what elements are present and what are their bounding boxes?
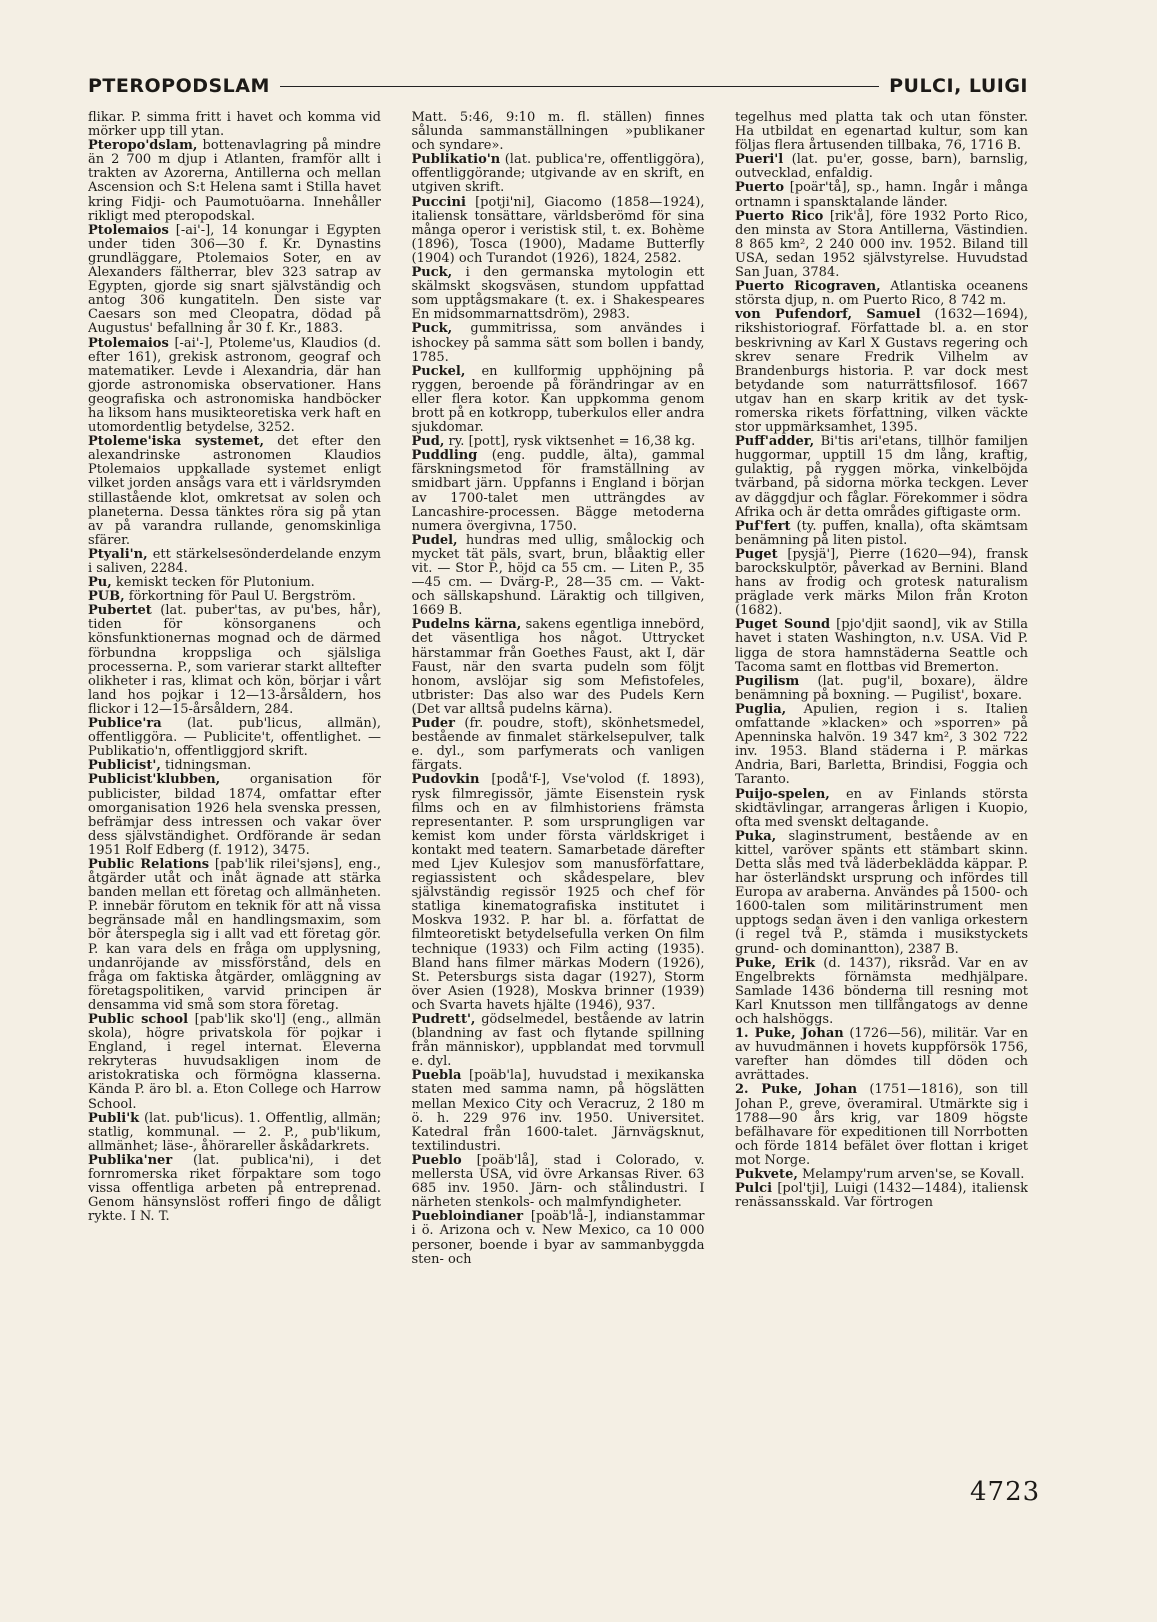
entry-body: [pab'lik sko'l] (eng., allmän skola), högre privatskola för pojkar i England, i regel internat. Eleverna rekryteras huvudsakligen inom de aristokratiska och förmögna klasserna. Kända P. äro bl. a. Eton College och Harrow School. bbox=[88, 1012, 381, 1112]
entry-headword: Puff'adder, bbox=[735, 434, 815, 450]
entry-body: (lat. publica'ni), i det fornromerska riket förpaktare som togo vissa offentliga arbeten på entreprenad. Genom hänsynslöst rofferi fingo de dåligt rykte. I N. T. bbox=[88, 1152, 381, 1225]
entry-headword: Puckel, bbox=[411, 363, 466, 379]
entry-body: (lat. puber'tas, av pu'bes, hår), tiden för könsorganens och könsfunktionernas mognad och de därmed förbundna kroppsliga och själsliga processerna. P., som varierar starkt alltefter olikheter i ras, klimat och kön, börjar i vårt land hos pojkar i 12—13-årsåldern, hos flickor i 12—15-årsåldern, 284. bbox=[88, 603, 381, 717]
entry-body: en kullformig upphöjning på ryggen, beroende på förändringar av en eller flera kotor. Kan uppkomma genom brott på en kotkropp, tuberkulos eller andra sjukdomar. bbox=[411, 363, 705, 436]
entry-headword: Pudrett', bbox=[411, 1012, 476, 1027]
entry-body: i den germanska mytologin ett skälmskt skogsväsen, stundom uppfattad som upptågsmakare (t. ex. i Shakespeares En midsommarnattsdröm), 2983. bbox=[411, 265, 705, 323]
entry-headword: Pud, bbox=[411, 434, 445, 450]
entry-body: [poäb'lå-], indianstammar i ö. Arizona och v. New Mexico, ca 10 000 personer, boende i byar av sammanbyggda sten- och bbox=[411, 1209, 705, 1267]
column-3 bbox=[735, 111, 1028, 1446]
entry-headword: Puerto Ricograven, bbox=[735, 279, 881, 295]
entry-body: (1751—1816), son till Johan P., greve, överamiral. Utmärkte sig i 1788—90 års krig, var 1809 högste befälhavare för expeditionen till Norrbotten och förde 1814 befälet över flottan i kriget mot Norge. bbox=[735, 1082, 1028, 1168]
entry-headword: von Pufendorf, Samuel bbox=[735, 307, 921, 323]
entry-headword: Publice'ra bbox=[88, 716, 162, 732]
entry-body: det efter den alexandrinske astronomen Klaudios Ptolemaios uppkallade systemet enligt vilket jorden ansågs vara ett i världsrymden stillastående klot, omkretsat av solen och planeterna. Dessa tänktes röra sig på ytan av på varandra rullande, genomskinliga sfärer. bbox=[88, 434, 381, 548]
entry-body: gödselmedel, bestående av latrin (blandning av fast och flytande spillning från människor), uppblandat med torvmull e. dyl. bbox=[411, 1012, 705, 1070]
dictionary-entry bbox=[412, 266, 705, 322]
entry-body: (ty. puffen, knalla), ofta skämtsam benämning på liten pistol. bbox=[735, 518, 1028, 548]
entry-body: [pysjä'], Pierre (1620—94), fransk barockskulptör, påverkad av Bernini. Bland hans av frodig och grotesk naturalism präglade verk märks Milon från Kroton (1682). bbox=[735, 546, 1028, 619]
dictionary-entry bbox=[88, 111, 381, 139]
entry-body: hundras med ullig, smålockig och mycket tät päls, svart, brun, blåaktig eller vit. — Stor P., höjd ca 55 cm. — Liten P., 35—45 cm. — Dvärg-P., 28—35 cm. — Vakt- och sällskapshund. Läraktig och tillgiven, 1669 B. bbox=[411, 532, 705, 619]
dictionary-entry bbox=[735, 1027, 1028, 1083]
dictionary-entry bbox=[735, 1083, 1028, 1168]
dictionary-entry bbox=[412, 1210, 705, 1266]
entry-headword: Publicist'klubben, bbox=[88, 772, 221, 788]
entry-body: tidningsman. bbox=[160, 758, 252, 774]
entry-body: (1632—1694), rikshistoriograf. Författade bl. a. en stor beskrivning av Karl X Gustavs regering och skrev senare Fredrik Vilhelm av Brandenburgs historia. P. var dock mest betydande som naturrättsfilosof. 1667 utgav han en skarp kritik av det tysk-romerska rikets författning, vilken väckte stor uppmärksamhet, 1395. bbox=[735, 307, 1028, 436]
dictionary-entry bbox=[412, 365, 705, 435]
dictionary-entry bbox=[412, 111, 705, 153]
entry-headword: Pteropo'dslam, bbox=[88, 138, 198, 154]
dictionary-entry bbox=[412, 1013, 705, 1069]
entry-body: Apulien, region i s. Italien omfattande »klacken» och »sporren» på Apenninska halvön. 19 347 km², 3 302 722 inv. 1953. Bland städerna i P. märkas Andria, Bari, Barletta, Brindisi, Foggia och Taranto. bbox=[735, 701, 1028, 788]
column-1 bbox=[88, 111, 381, 1446]
entry-headword: Pu, bbox=[88, 575, 112, 591]
entry-headword: Puerto bbox=[735, 180, 785, 196]
entry-headword: Pugilism bbox=[735, 673, 800, 689]
entry-body: (fr. poudre, stoft), skönhetsmedel, bestående av finmalet stärkelsepulver, talk e. dyl., som parfymerats och vanligen färgats. bbox=[411, 716, 705, 774]
entry-headword: Public school bbox=[88, 1012, 189, 1027]
entry-headword: Puck, bbox=[411, 265, 453, 281]
entry-body: [pab'lik rilei'sjəns], eng., åtgärder utåt och inåt ägnade att stärka banden mellan ett företag och allmänheten. P. innebär förutom en teknik för att nå vissa begränsade mål en handlingsmaxim, som bör återspegla sig i allt vad ett företag gör. P. kan vara dels en fråga om upplysning, undanröjande av missförstånd, dels en fråga om faktiska åtgärder, omläggning av företagspolitiken, varvid principen är densamma vid små som stora företag. bbox=[88, 856, 381, 1013]
entry-headword: Publi'k bbox=[88, 1110, 140, 1126]
entry-body: bottenavlagring på mindre än 2 700 m djup i Atlanten, framför allt i trakten av Azorerna, Antillerna och mellan Ascension och S:t Helena samt i Stilla havet kring Fidji- och Paumotuöarna. Innehåller rikligt med pteropodskal. bbox=[88, 138, 381, 224]
entry-headword: Pulci bbox=[735, 1181, 773, 1197]
entry-headword: Puccini bbox=[411, 194, 466, 210]
entry-headword: Pubertet bbox=[88, 603, 152, 619]
entry-body: (d. 1437), riksråd. Var en av Engelbrekts förnämsta medhjälpare. Samlade 1436 bönderna till resning mot Karl Knutsson men tillfångatogs av denne och halshöggs. bbox=[735, 955, 1028, 1027]
page-number: 4723 bbox=[970, 1477, 1041, 1507]
dictionary-entry bbox=[412, 618, 705, 717]
entry-headword: Puke, Erik bbox=[735, 955, 816, 971]
entry-headword: Puijo-spelen, bbox=[735, 786, 830, 802]
entry-headword: Pukvete, bbox=[735, 1167, 798, 1183]
dictionary-entry bbox=[88, 604, 381, 717]
entry-headword: Ptolemaios bbox=[88, 222, 169, 238]
entry-headword: Puf'fert bbox=[735, 518, 791, 534]
entry-body: tegelhus med platta tak och utan fönster. Ha utbildat en egenartad kultur, som kan följas flera årtusenden tillbaka, 76, 1716 B. bbox=[735, 111, 1028, 154]
dictionary-entry bbox=[412, 153, 705, 195]
entry-body: [poäb'la], huvudstad i mexikanska staten med samma namn, på högslätten mellan Mexico City och Veracruz, 2 180 m ö. h. 229 976 inv. 1950. Universitet. Katedral från 1600-talet. Järnvägsknut, textilindustri. bbox=[411, 1068, 705, 1154]
entry-headword: Pudel, bbox=[411, 532, 458, 548]
dictionary-entry bbox=[735, 1182, 1028, 1210]
dictionary-entry bbox=[735, 111, 1028, 153]
entry-headword: Puka, bbox=[735, 828, 777, 844]
entry-headword: Puebla bbox=[411, 1068, 462, 1084]
dictionary-entry bbox=[412, 449, 705, 534]
dictionary-entry bbox=[735, 703, 1028, 788]
dictionary-entry bbox=[88, 773, 381, 858]
header-rule bbox=[280, 86, 879, 87]
entry-body: (lat. publica're, offentliggöra), offentliggörande; utgivande av en skrift, en utgiven skrift. bbox=[411, 152, 705, 196]
entry-headword: 1. Puke, Johan bbox=[735, 1026, 844, 1042]
entry-headword: Public Relations bbox=[88, 856, 210, 872]
entry-headword: Puerto Rico bbox=[735, 208, 824, 224]
dictionary-entry bbox=[88, 576, 381, 590]
entry-headword: 2. Puke, Johan bbox=[735, 1082, 858, 1098]
entry-headword: Publikatio'n bbox=[411, 152, 501, 168]
dictionary-entry bbox=[412, 534, 705, 619]
dictionary-entry bbox=[88, 1013, 381, 1112]
entry-headword: Pudelns kärna, bbox=[411, 617, 522, 633]
entry-body: [potji'ni], Giacomo (1858—1924), italiensk tonsättare, världsberömd för sina många operor i veristisk stil, t. ex. Bohème (1896), Tosca (1900), Madame Butterfly (1904) och Turandot (1926), 1824, 2582. bbox=[411, 194, 705, 266]
entry-body: (lat. pug'il, boxare), äldre benämning på boxning. — Pugilist', boxare. bbox=[735, 673, 1028, 703]
entry-headword: Puglia, bbox=[735, 701, 787, 717]
dictionary-entry bbox=[735, 308, 1028, 435]
dictionary-entry bbox=[412, 717, 705, 773]
entry-body: [-ai'-], Ptoleme'us, Klaudios (d. efter 161), grekisk astronom, geograf och matematiker. Levde i Alexandria, där han gjorde astronomiska observationer. Hans geografiska och astronomiska handböcker ha liksom hans musikteoretiska verk haft en utomordentlig betydelse, 3252. bbox=[88, 335, 381, 436]
dictionary-entry bbox=[412, 196, 705, 266]
entry-headword: Puddling bbox=[411, 448, 478, 464]
dictionary-entry bbox=[735, 280, 1028, 308]
dictionary-entry bbox=[88, 759, 381, 773]
dictionary-entry bbox=[735, 435, 1028, 520]
dictionary-entry bbox=[412, 435, 705, 449]
dictionary-entry bbox=[412, 773, 705, 1013]
dictionary-entry bbox=[735, 788, 1028, 830]
dictionary-entry bbox=[735, 210, 1028, 280]
entry-body: Melampy'rum arven'se, se Kovall. bbox=[797, 1167, 1025, 1183]
entry-body: [-ai'-], 14 konungar i Egypten under tiden 306—30 f. Kr. Dynastins grundläggare, Ptolemaios Soter, en av Alexanders fältherrar, blev 323 satrap av Egypten, gjorde sig snart självständig och antog 306 kungatiteln. Den siste var Caesars son med Cleopatra, dödad på Augustus' befallning år 30 f. Kr., 1883. bbox=[88, 222, 381, 337]
dictionary-entry bbox=[88, 1112, 381, 1154]
entry-body: kemiskt tecken för Plutonium. bbox=[111, 575, 315, 591]
dictionary-entry bbox=[412, 1069, 705, 1154]
entry-body: (lat. pub'licus, allmän), offentliggöra. — Publicite't, offentlighet. — Publikatio'n, offentliggjord skrift. bbox=[88, 716, 381, 760]
entry-body: ry. [pott], rysk viktsenhet = 16,38 kg. bbox=[444, 434, 696, 450]
dictionary-entry bbox=[88, 224, 381, 337]
column-2 bbox=[412, 111, 705, 1446]
dictionary-entry bbox=[735, 548, 1028, 618]
entry-headword: Publika'ner bbox=[88, 1152, 173, 1168]
entry-headword: PUB, bbox=[88, 589, 125, 605]
entry-headword: Puget bbox=[735, 546, 778, 562]
entry-headword: Puder bbox=[411, 716, 455, 732]
dictionary-entry bbox=[88, 858, 381, 1013]
dictionary-entry bbox=[735, 1168, 1028, 1182]
entry-headword: Pudovkin bbox=[411, 772, 480, 788]
entry-body: Atlantiska oceanens största djup, n. om Puerto Rico, 8 742 m. bbox=[735, 279, 1028, 309]
dictionary-entry bbox=[735, 618, 1028, 674]
entry-body: (lat. pub'licus). 1. Offentlig, allmän; statlig, kommunal. — 2. P., pub'likum, allmänhet; läse-, åhörareller åskådarkrets. bbox=[88, 1110, 381, 1154]
entry-body: [pol'tji], Luigi (1432—1484), italiensk renässansskald. Var förtrogen bbox=[735, 1181, 1028, 1211]
dictionary-entry bbox=[88, 139, 381, 224]
dictionary-entry bbox=[735, 957, 1028, 1027]
entry-headword: Pueri'l bbox=[735, 152, 784, 168]
entry-body: [podå'f-], Vse'volod (f. 1893), rysk filmregissör, jämte Eisenstein rysk films och en av filmhistoriens främsta representanter. P. som ursprungligen var kemist kom under första världskriget i kontakt med teatern. Samarbetade därefter med Ljev Kulesjov som manusförfattare, regiassistent och skådespelare, blev självständig regissör 1925 och chef för statliga kinematografiska institutet i Moskva 1932. P. har bl. a. författat de filmteoretiskt betydelsefulla verken On film technique (1933) och Film acting (1935). Bland hans filmer märkas Modern (1926), St. Petersburgs sista dagar (1927), Storm över Asien (1928), Moskva brinner (1939) och Svarta havets hjälte (1946), 937. bbox=[411, 772, 705, 1013]
entry-headword: Puebloindianer bbox=[411, 1209, 524, 1225]
header-right-guideword: PULCI, LUIGI bbox=[889, 75, 1028, 97]
text-columns bbox=[88, 111, 1028, 1446]
header-left-guideword: PTEROPODSLAM bbox=[88, 75, 270, 97]
dictionary-entry bbox=[735, 181, 1028, 209]
entry-headword: Puck, bbox=[411, 321, 453, 337]
entry-body: (lat. pu'er, gosse, barn), barnslig, outvecklad, enfaldig. bbox=[735, 152, 1028, 182]
entry-body: en av Finlands största skidtävlingar, arrangeras årligen i Kuopio, ofta med svenskt deltagande. bbox=[735, 786, 1028, 830]
entry-body: [rik'å], före 1932 Porto Rico, den minsta av Stora Antillerna, Västindien. 8 865 km², 2 240 000 inv. 1952. Biland till USA, sedan 1952 självstyrelse. Huvudstad San Juan, 3784. bbox=[735, 208, 1028, 281]
entry-body: [pjo'djit saond], vik av Stilla havet i staten Washington, n.v. USA. Vid P. ligga de stora hamnstäderna Seattle och Tacoma samt en flottbas vid Bremerton. bbox=[735, 617, 1028, 675]
entry-body: (eng. puddle, älta), gammal färskningsmetod för framställning av smidbart järn. Uppfanns i England i början av 1700-talet men utträngdes av Lancashire-processen. Bägge metoderna numera övergivna, 1750. bbox=[411, 448, 705, 534]
entry-headword: Publicist', bbox=[88, 758, 161, 774]
page-header bbox=[88, 72, 1028, 100]
entry-body: [poär'tå], sp., hamn. Ingår i många ortnamn i spansktalande länder. bbox=[735, 180, 1028, 210]
entry-headword: Ptyali'n, bbox=[88, 546, 148, 562]
dictionary-entry bbox=[735, 830, 1028, 957]
dictionary-entry bbox=[88, 717, 381, 759]
dictionary-entry bbox=[88, 1154, 381, 1224]
dictionary-entry bbox=[412, 1154, 705, 1210]
entry-body: organisation för publicister, bildad 1874, omfattar efter omorganisation 1926 hela svenska pressen, befrämjar dess intressen och vakar över dess självständighet. Ordförande är sedan 1951 Rolf Edberg (f. 1912), 3475. bbox=[88, 772, 381, 858]
entry-body: ett stärkelsesönderdelande enzym i saliven, 2284. bbox=[88, 546, 381, 576]
entry-body: Bi'tis ari'etans, tillhör familjen huggormar, upptill 15 dm lång, kraftig, gulaktig, på ryggen mörka, vinkelböjda tvärband, på sidorna mörka teckgen. Lever av däggdjur och fåglar. Förekommer i södra Afrika och är detta områdes giftigaste orm. bbox=[735, 434, 1028, 520]
dictionary-entry bbox=[88, 548, 381, 576]
entry-headword: Pueblo bbox=[411, 1152, 462, 1168]
dictionary-entry bbox=[735, 153, 1028, 181]
entry-body: förkortning för Paul U. Bergström. bbox=[124, 589, 356, 605]
entry-body: (1726—56), militär. Var en av huvudmännen i hovets kuppförsök 1756, varefter han dömdes till döden och avrättades. bbox=[735, 1026, 1028, 1084]
dictionary-entry bbox=[88, 337, 381, 436]
entry-headword: Ptoleme'iska systemet, bbox=[88, 434, 265, 450]
dictionary-entry bbox=[735, 675, 1028, 703]
dictionary-entry bbox=[88, 435, 381, 548]
entry-body: [poäb'lå], stad i Colorado, v. mellersta USA, vid övre Arkansas River. 63 685 inv. 1950. Järn- och stålindustri. I närheten stenkols- och malmfyndigheter. bbox=[411, 1152, 705, 1211]
entry-headword: Ptolemaios bbox=[88, 335, 169, 351]
entry-body: slaginstrument, bestående av en kittel, varöver spänts ett stämbart skinn. Detta slås med två läderbeklädda käppar. P. har österländskt ursprung och infördes till Europa av araberna. Användes på 1500- och 1600-talen som militärinstrument men upptogs sedan även i den vanliga orkestern (i regel två P., stämda i musikstyckets grund- och dominantton), 2387 B. bbox=[735, 828, 1028, 957]
entry-body: sakens egentliga innebörd, det väsentliga hos något. Uttrycket härstammar från Goethes Faust, akt I, där Faust, när den svarta pudeln som följt honom, avslöjar sig som Mefistofeles, utbrister: Das also war des Pudels Kern (Det var alltså pudelns kärna). bbox=[411, 617, 705, 717]
dictionary-entry bbox=[412, 322, 705, 364]
entry-headword: Puget Sound bbox=[735, 617, 831, 633]
entry-body: Matt. 5:46, 9:10 m. fl. ställen) finnes sålunda sammanställningen »publikaner och syndare». bbox=[411, 111, 705, 154]
entry-body: flikar. P. simma fritt i havet och komma vid mörker upp till ytan. bbox=[88, 111, 381, 140]
dictionary-entry bbox=[735, 520, 1028, 548]
entry-body: gummitrissa, som användes i ishockey på samma sätt som bollen i bandy, 1785. bbox=[411, 321, 705, 365]
